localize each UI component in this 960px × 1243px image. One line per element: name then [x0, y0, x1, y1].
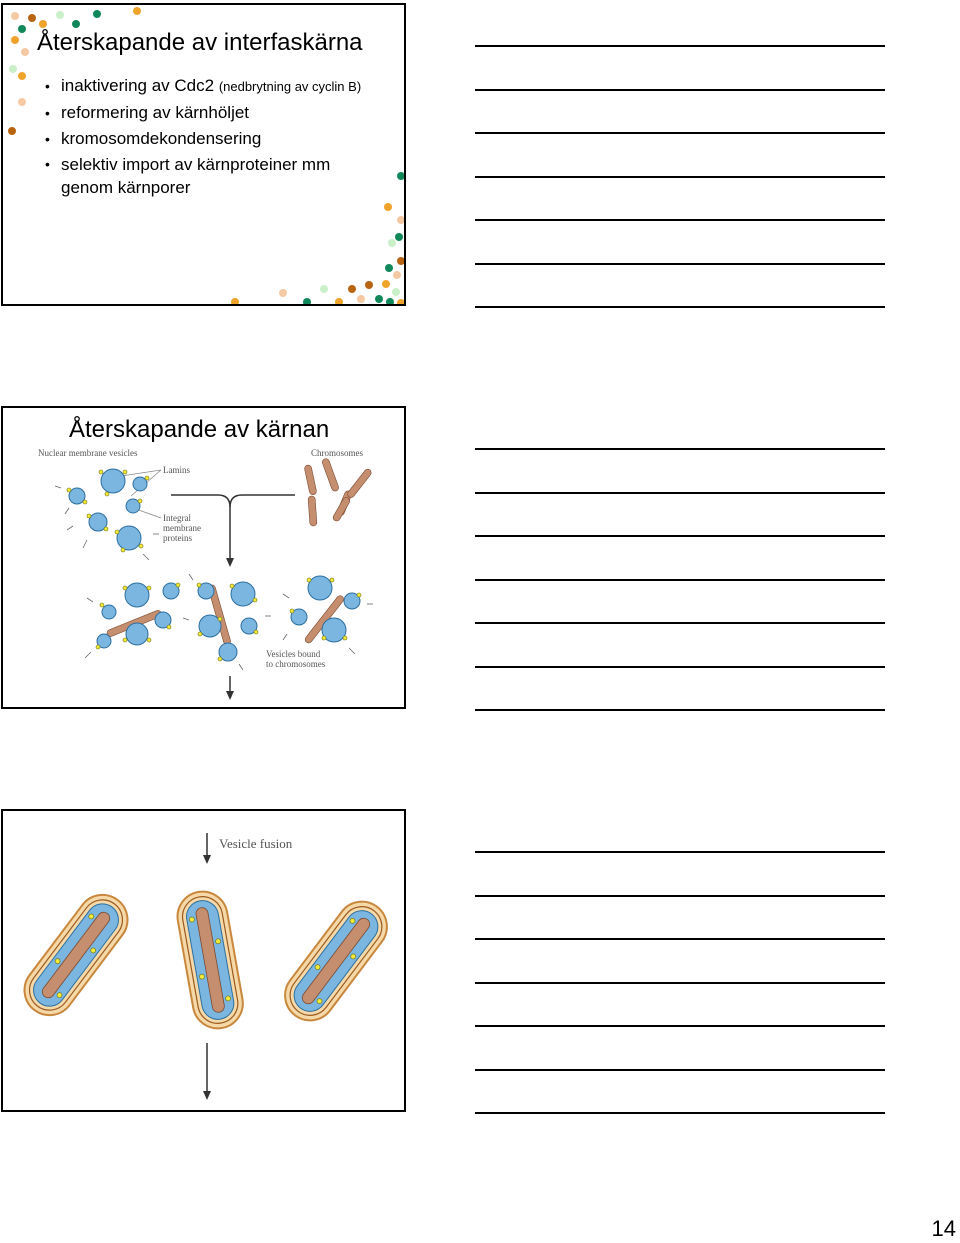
- label-vesicle-fusion: Vesicle fusion: [219, 836, 293, 851]
- note-line: [475, 492, 885, 494]
- label-membrane: membrane: [163, 523, 201, 533]
- chromosomes: [304, 458, 373, 527]
- page-number: 14: [931, 1216, 956, 1241]
- note-line: [475, 263, 885, 265]
- arrow-head: [226, 691, 234, 700]
- label-lamins: Lamins: [163, 465, 190, 475]
- arrow-head: [226, 558, 234, 567]
- note-line: [475, 851, 885, 853]
- label-proteins: proteins: [163, 533, 192, 543]
- note-line: [475, 1025, 885, 1027]
- label-vesicles-bound: Vesicles bound: [266, 649, 321, 659]
- note-line: [475, 1069, 885, 1071]
- note-line: [475, 535, 885, 537]
- arrow-head: [203, 855, 211, 864]
- bullet-text: kromosomdekondensering: [61, 129, 262, 148]
- bullet-note: (nedbrytning av cyclin B): [218, 79, 362, 94]
- note-line: [475, 895, 885, 897]
- note-line: [475, 219, 885, 221]
- note-line: [475, 132, 885, 134]
- note-line: [475, 448, 885, 450]
- nuclear-assembly-figure: [3, 408, 406, 709]
- label-integral: Integral: [163, 513, 191, 523]
- reformed-nucleus: [275, 892, 397, 1031]
- note-line: [475, 1112, 885, 1114]
- note-line: [475, 89, 885, 91]
- bullet-text: reformering av kärnhöljet: [61, 103, 250, 122]
- slide-1: [1, 3, 406, 306]
- note-line: [475, 622, 885, 624]
- bullet-text: selektiv import av kärnproteiner mm genom kärnporer: [61, 155, 331, 197]
- bullet-item: [45, 73, 381, 100]
- note-line: [475, 176, 885, 178]
- note-line: [475, 982, 885, 984]
- slide-2: [1, 406, 406, 709]
- bullet-item: [45, 126, 381, 152]
- label-chromosomes: Chromosomes: [311, 448, 364, 458]
- reformed-nucleus: [174, 888, 247, 1033]
- bullet-item: [45, 100, 381, 126]
- label-nuclear-membrane-vesicles: Nuclear membrane vesicles: [38, 448, 138, 458]
- vesicle-fusion-figure: [3, 811, 406, 1112]
- bullet-list: [45, 73, 381, 199]
- note-line: [475, 666, 885, 668]
- label-to-chromosomes: to chromosomes: [266, 659, 326, 669]
- slide-3: [1, 809, 406, 1112]
- arrow-head: [203, 1091, 211, 1100]
- bullet-text: inaktivering av Cdc2: [61, 76, 215, 95]
- note-line: [475, 938, 885, 940]
- slide-title: Återskapande av interfaskärna: [37, 29, 363, 56]
- note-line: [475, 579, 885, 581]
- note-line: [475, 45, 885, 47]
- note-line: [475, 306, 885, 308]
- slide-title: Återskapande av kärnan: [69, 416, 330, 443]
- bullet-item: [45, 153, 381, 199]
- note-line: [475, 709, 885, 711]
- reformed-nucleus: [15, 885, 138, 1025]
